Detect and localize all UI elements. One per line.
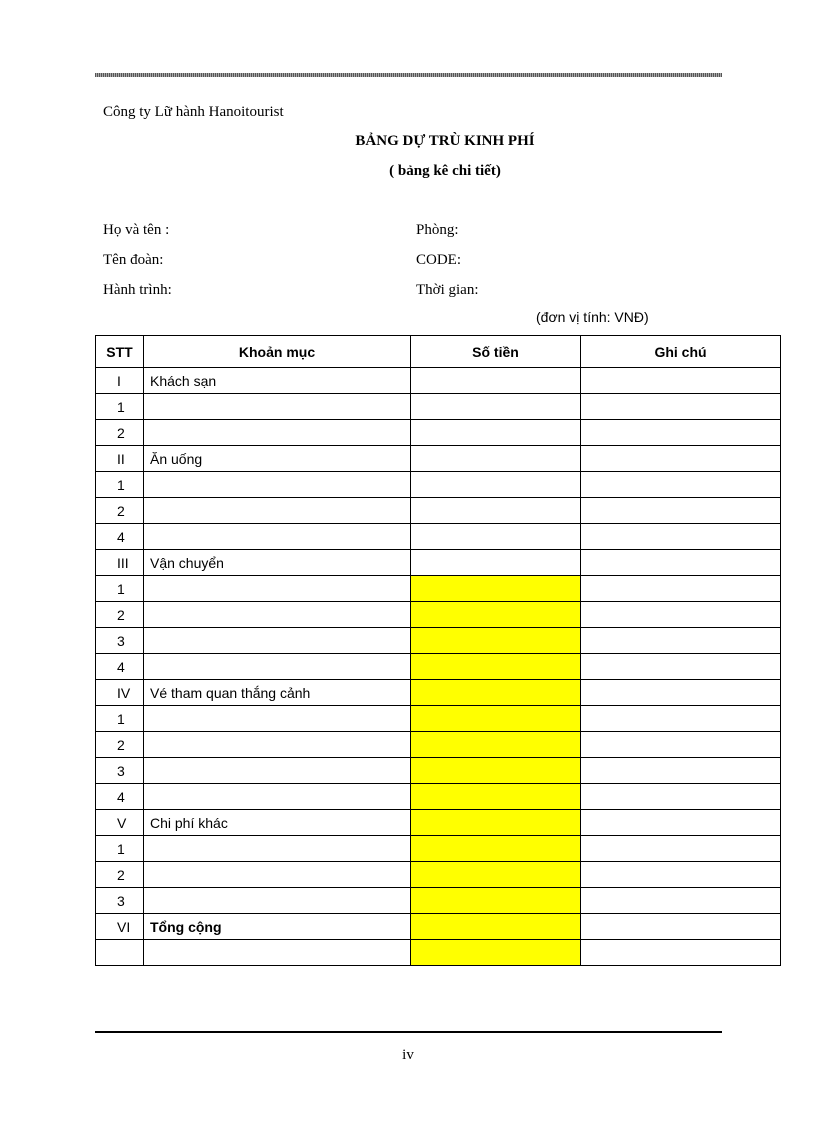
row-amount-cell [411, 602, 581, 628]
row-amount-cell [411, 836, 581, 862]
row-item [144, 706, 411, 732]
row-stt: 1 [96, 576, 144, 602]
row-item [144, 498, 411, 524]
table-row [96, 446, 781, 472]
row-amount-cell [411, 498, 581, 524]
header-item: Khoản mục [144, 336, 411, 368]
table-body [96, 368, 781, 966]
row-stt: 2 [96, 862, 144, 888]
row-amount-cell [411, 368, 581, 394]
row-amount-cell [411, 862, 581, 888]
row-stt: V [96, 810, 144, 836]
row-stt: III [96, 550, 144, 576]
group-label: Tên đoàn: [103, 252, 164, 268]
unit-note: (đơn vị tính: VNĐ) [536, 309, 649, 325]
row-stt [96, 940, 144, 966]
row-stt: 1 [96, 472, 144, 498]
table-header-row [96, 336, 781, 368]
table-row [96, 758, 781, 784]
row-amount-cell [411, 732, 581, 758]
row-amount-cell [411, 758, 581, 784]
header-rule [95, 73, 722, 77]
row-stt: I [96, 368, 144, 394]
row-stt: 3 [96, 628, 144, 654]
table-row [96, 368, 781, 394]
header-stt: STT [96, 336, 144, 368]
table-row [96, 628, 781, 654]
row-item [144, 758, 411, 784]
row-note-cell [581, 836, 781, 862]
footer-rule [95, 1031, 722, 1033]
row-amount-cell [411, 394, 581, 420]
row-note-cell [581, 394, 781, 420]
row-note-cell [581, 550, 781, 576]
row-item [144, 420, 411, 446]
row-stt: 2 [96, 732, 144, 758]
table-row [96, 394, 781, 420]
row-note-cell [581, 368, 781, 394]
table-row [96, 862, 781, 888]
time-label: Thời gian: [416, 282, 479, 298]
table-row [96, 420, 781, 446]
company-name: Công ty Lữ hành Hanoitourist [103, 104, 284, 120]
row-note-cell [581, 810, 781, 836]
room-label: Phòng: [416, 222, 459, 238]
table-row [96, 914, 781, 940]
row-amount-cell [411, 472, 581, 498]
table-row [96, 940, 781, 966]
row-note-cell [581, 628, 781, 654]
row-amount-cell [411, 576, 581, 602]
table-row [96, 602, 781, 628]
table-row [96, 732, 781, 758]
table-row [96, 706, 781, 732]
row-amount-cell [411, 446, 581, 472]
row-stt: 4 [96, 784, 144, 810]
row-item: Tổng cộng [144, 914, 411, 940]
row-amount-cell [411, 680, 581, 706]
row-item: Ăn uống [144, 446, 411, 472]
row-stt: 1 [96, 706, 144, 732]
table-row [96, 836, 781, 862]
document-title: BẢNG DỰ TRÙ KINH PHÍ [355, 133, 535, 149]
row-note-cell [581, 706, 781, 732]
name-label: Họ và tên : [103, 222, 170, 238]
row-item: Khách sạn [144, 368, 411, 394]
row-note-cell [581, 940, 781, 966]
row-item [144, 732, 411, 758]
row-note-cell [581, 576, 781, 602]
table-row [96, 524, 781, 550]
row-stt: IV [96, 680, 144, 706]
row-item [144, 394, 411, 420]
row-amount-cell [411, 420, 581, 446]
row-stt: 3 [96, 888, 144, 914]
row-item [144, 940, 411, 966]
itinerary-label: Hành trình: [103, 282, 172, 298]
row-note-cell [581, 888, 781, 914]
row-item [144, 602, 411, 628]
row-amount-cell [411, 784, 581, 810]
row-amount-cell [411, 628, 581, 654]
row-note-cell [581, 732, 781, 758]
row-note-cell [581, 680, 781, 706]
header-amount: Số tiền [411, 336, 581, 368]
row-item: Chi phí khác [144, 810, 411, 836]
row-amount-cell [411, 550, 581, 576]
row-stt: 3 [96, 758, 144, 784]
table-row [96, 550, 781, 576]
table-row [96, 784, 781, 810]
page-number: iv [402, 1047, 414, 1063]
row-stt: 1 [96, 836, 144, 862]
row-note-cell [581, 862, 781, 888]
row-note-cell [581, 784, 781, 810]
row-stt: 2 [96, 420, 144, 446]
row-item [144, 888, 411, 914]
row-stt: 4 [96, 524, 144, 550]
row-amount-cell [411, 940, 581, 966]
row-amount-cell [411, 654, 581, 680]
row-note-cell [581, 524, 781, 550]
row-stt: 2 [96, 602, 144, 628]
budget-table [95, 335, 781, 966]
table-row [96, 498, 781, 524]
row-amount-cell [411, 706, 581, 732]
code-label: CODE: [416, 252, 461, 268]
row-stt: 2 [96, 498, 144, 524]
row-note-cell [581, 498, 781, 524]
row-item: Vận chuyển [144, 550, 411, 576]
header-note: Ghi chú [581, 336, 781, 368]
row-item [144, 472, 411, 498]
row-item [144, 784, 411, 810]
row-item [144, 628, 411, 654]
row-item [144, 576, 411, 602]
table-row [96, 576, 781, 602]
table-row [96, 654, 781, 680]
row-amount-cell [411, 888, 581, 914]
table-row [96, 472, 781, 498]
row-item: Vé tham quan thắng cảnh [144, 680, 411, 706]
row-note-cell [581, 602, 781, 628]
row-stt: 1 [96, 394, 144, 420]
row-stt: 4 [96, 654, 144, 680]
row-amount-cell [411, 810, 581, 836]
row-item [144, 862, 411, 888]
row-note-cell [581, 758, 781, 784]
table-row [96, 810, 781, 836]
row-item [144, 524, 411, 550]
row-stt: II [96, 446, 144, 472]
row-note-cell [581, 420, 781, 446]
document-subtitle: ( bảng kê chi tiết) [389, 163, 501, 179]
table-row [96, 680, 781, 706]
row-item [144, 836, 411, 862]
row-stt: VI [96, 914, 144, 940]
row-note-cell [581, 472, 781, 498]
row-note-cell [581, 914, 781, 940]
table-row [96, 888, 781, 914]
row-amount-cell [411, 524, 581, 550]
row-item [144, 654, 411, 680]
row-note-cell [581, 446, 781, 472]
row-note-cell [581, 654, 781, 680]
row-amount-cell [411, 914, 581, 940]
